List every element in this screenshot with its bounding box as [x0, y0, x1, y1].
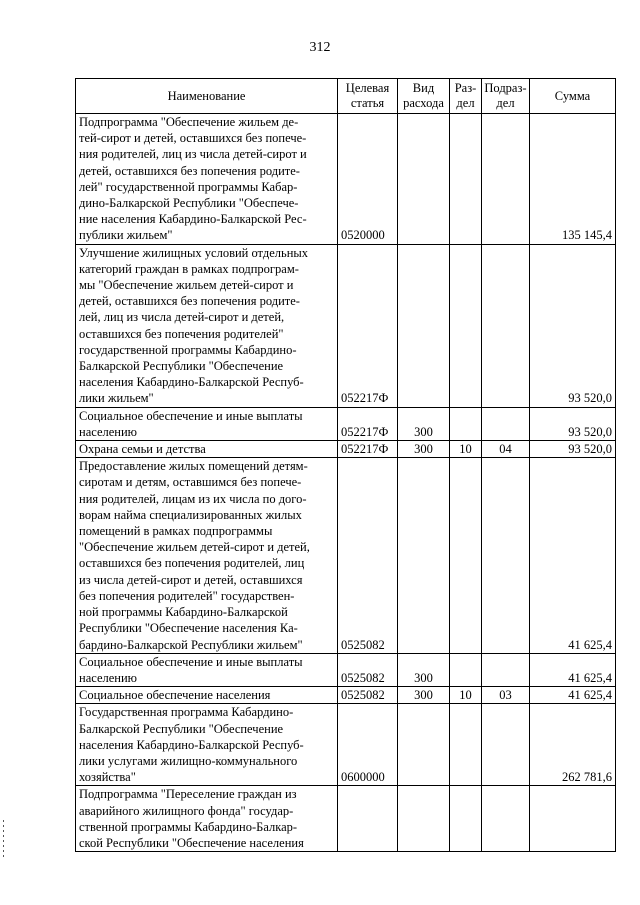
row-section: 10: [450, 441, 482, 458]
row-code: 0525082: [338, 458, 398, 653]
row-section: [450, 786, 482, 852]
row-name: Государственная программа Кабардино- Балкарской Республики "Обеспечение населения Кабардино-Балкарской Респуб- лики услугами жилищно-коммунального хозяйства": [76, 704, 338, 786]
row-section: 10: [450, 687, 482, 704]
header-code: Целевая статья: [338, 79, 398, 114]
row-sum: 41 625,4: [530, 458, 616, 653]
row-subsection: 04: [482, 441, 530, 458]
table-row: [76, 114, 616, 245]
row-section: [450, 114, 482, 245]
row-code: [338, 786, 398, 852]
row-name: Подпрограмма "Переселение граждан из аварийного жилищного фонда" государ- ственной программы Кабардино-Балкар- ской Республики "Обеспечение населения: [76, 786, 338, 852]
table-row: [76, 704, 616, 786]
budget-table: [75, 78, 616, 852]
row-code: 052217Ф: [338, 441, 398, 458]
row-name: Социальное обеспечение и иные выплаты населению: [76, 407, 338, 440]
row-section: [450, 458, 482, 653]
row-expense-type: [398, 786, 450, 852]
row-expense-type: 300: [398, 441, 450, 458]
row-code: 052217Ф: [338, 407, 398, 440]
row-subsection: [482, 407, 530, 440]
row-section: [450, 653, 482, 686]
table-row: [76, 407, 616, 440]
scan-edge-mark: [3, 820, 4, 860]
row-code: 0600000: [338, 704, 398, 786]
row-name: Охрана семьи и детства: [76, 441, 338, 458]
row-name: Социальное обеспечение и иные выплаты населению: [76, 653, 338, 686]
row-expense-type: [398, 704, 450, 786]
header-name: Наименование: [76, 79, 338, 114]
page-number: 312: [309, 40, 331, 55]
row-sum: 262 781,6: [530, 704, 616, 786]
table-row: [76, 244, 616, 407]
row-subsection: [482, 704, 530, 786]
header-type: Вид расхода: [398, 79, 450, 114]
table-row: [76, 786, 616, 852]
row-sum: 41 625,4: [530, 687, 616, 704]
table-row: [76, 441, 616, 458]
row-subsection: [482, 114, 530, 245]
header-section: Раз- дел: [450, 79, 482, 114]
table-row: [76, 687, 616, 704]
header-sum: Сумма: [530, 79, 616, 114]
row-sum: 41 625,4: [530, 653, 616, 686]
row-expense-type: [398, 244, 450, 407]
row-subsection: [482, 244, 530, 407]
header-subsection: Подраз- дел: [482, 79, 530, 114]
row-code: 052217Ф: [338, 244, 398, 407]
row-name: Предоставление жилых помещений детям- сиротам и детям, оставшимся без попече- ния родителей, лицам из их числа по дого- ворам найма специализированных жилых помещений в рамках подпрограммы "Обеспечение жильем детей-сирот и детей, оставшихся без попечения родителей, лиц из числа детей-сирот и детей, оставшихся без попечения родителей" государствен- ной программы Кабардино-Балкарской Республики "Обеспечение населения Ка- бардино-Балкарской Республики жильем": [76, 458, 338, 653]
row-name: Улучшение жилищных условий отдельных категорий граждан в рамках подпрограм- мы "Обеспечение жильем детей-сирот и детей, оставшихся без попечения родите- лей, лиц из числа детей-сирот и детей, оставшихся без попечения родителей" государственной программы Кабардино- Балкарской Республики "Обеспечение населения Кабардино-Балкарской Респуб- лики жильем": [76, 244, 338, 407]
row-subsection: [482, 786, 530, 852]
row-expense-type: [398, 114, 450, 245]
table-header-row: [76, 79, 616, 114]
row-subsection: 03: [482, 687, 530, 704]
row-sum: 93 520,0: [530, 441, 616, 458]
row-name: Социальное обеспечение населения: [76, 687, 338, 704]
row-subsection: [482, 458, 530, 653]
row-subsection: [482, 653, 530, 686]
row-name: Подпрограмма "Обеспечение жильем де- тей-сирот и детей, оставшихся без попече- ния родителей, лиц из числа детей-сирот и детей, оставшихся без попечения родите- лей" государственной программы Кабар- дино-Балкарской Республики "Обеспече- ние населения Кабардино-Балкарской Рес- публики жильем": [76, 114, 338, 245]
row-sum: 93 520,0: [530, 407, 616, 440]
row-section: [450, 244, 482, 407]
row-code: 0525082: [338, 653, 398, 686]
row-code: 0520000: [338, 114, 398, 245]
row-sum: 135 145,4: [530, 114, 616, 245]
row-section: [450, 407, 482, 440]
row-section: [450, 704, 482, 786]
row-expense-type: [398, 458, 450, 653]
table-row: [76, 458, 616, 653]
row-sum: 93 520,0: [530, 244, 616, 407]
row-expense-type: 300: [398, 687, 450, 704]
table-row: [76, 653, 616, 686]
row-expense-type: 300: [398, 407, 450, 440]
row-code: 0525082: [338, 687, 398, 704]
row-expense-type: 300: [398, 653, 450, 686]
row-sum: [530, 786, 616, 852]
